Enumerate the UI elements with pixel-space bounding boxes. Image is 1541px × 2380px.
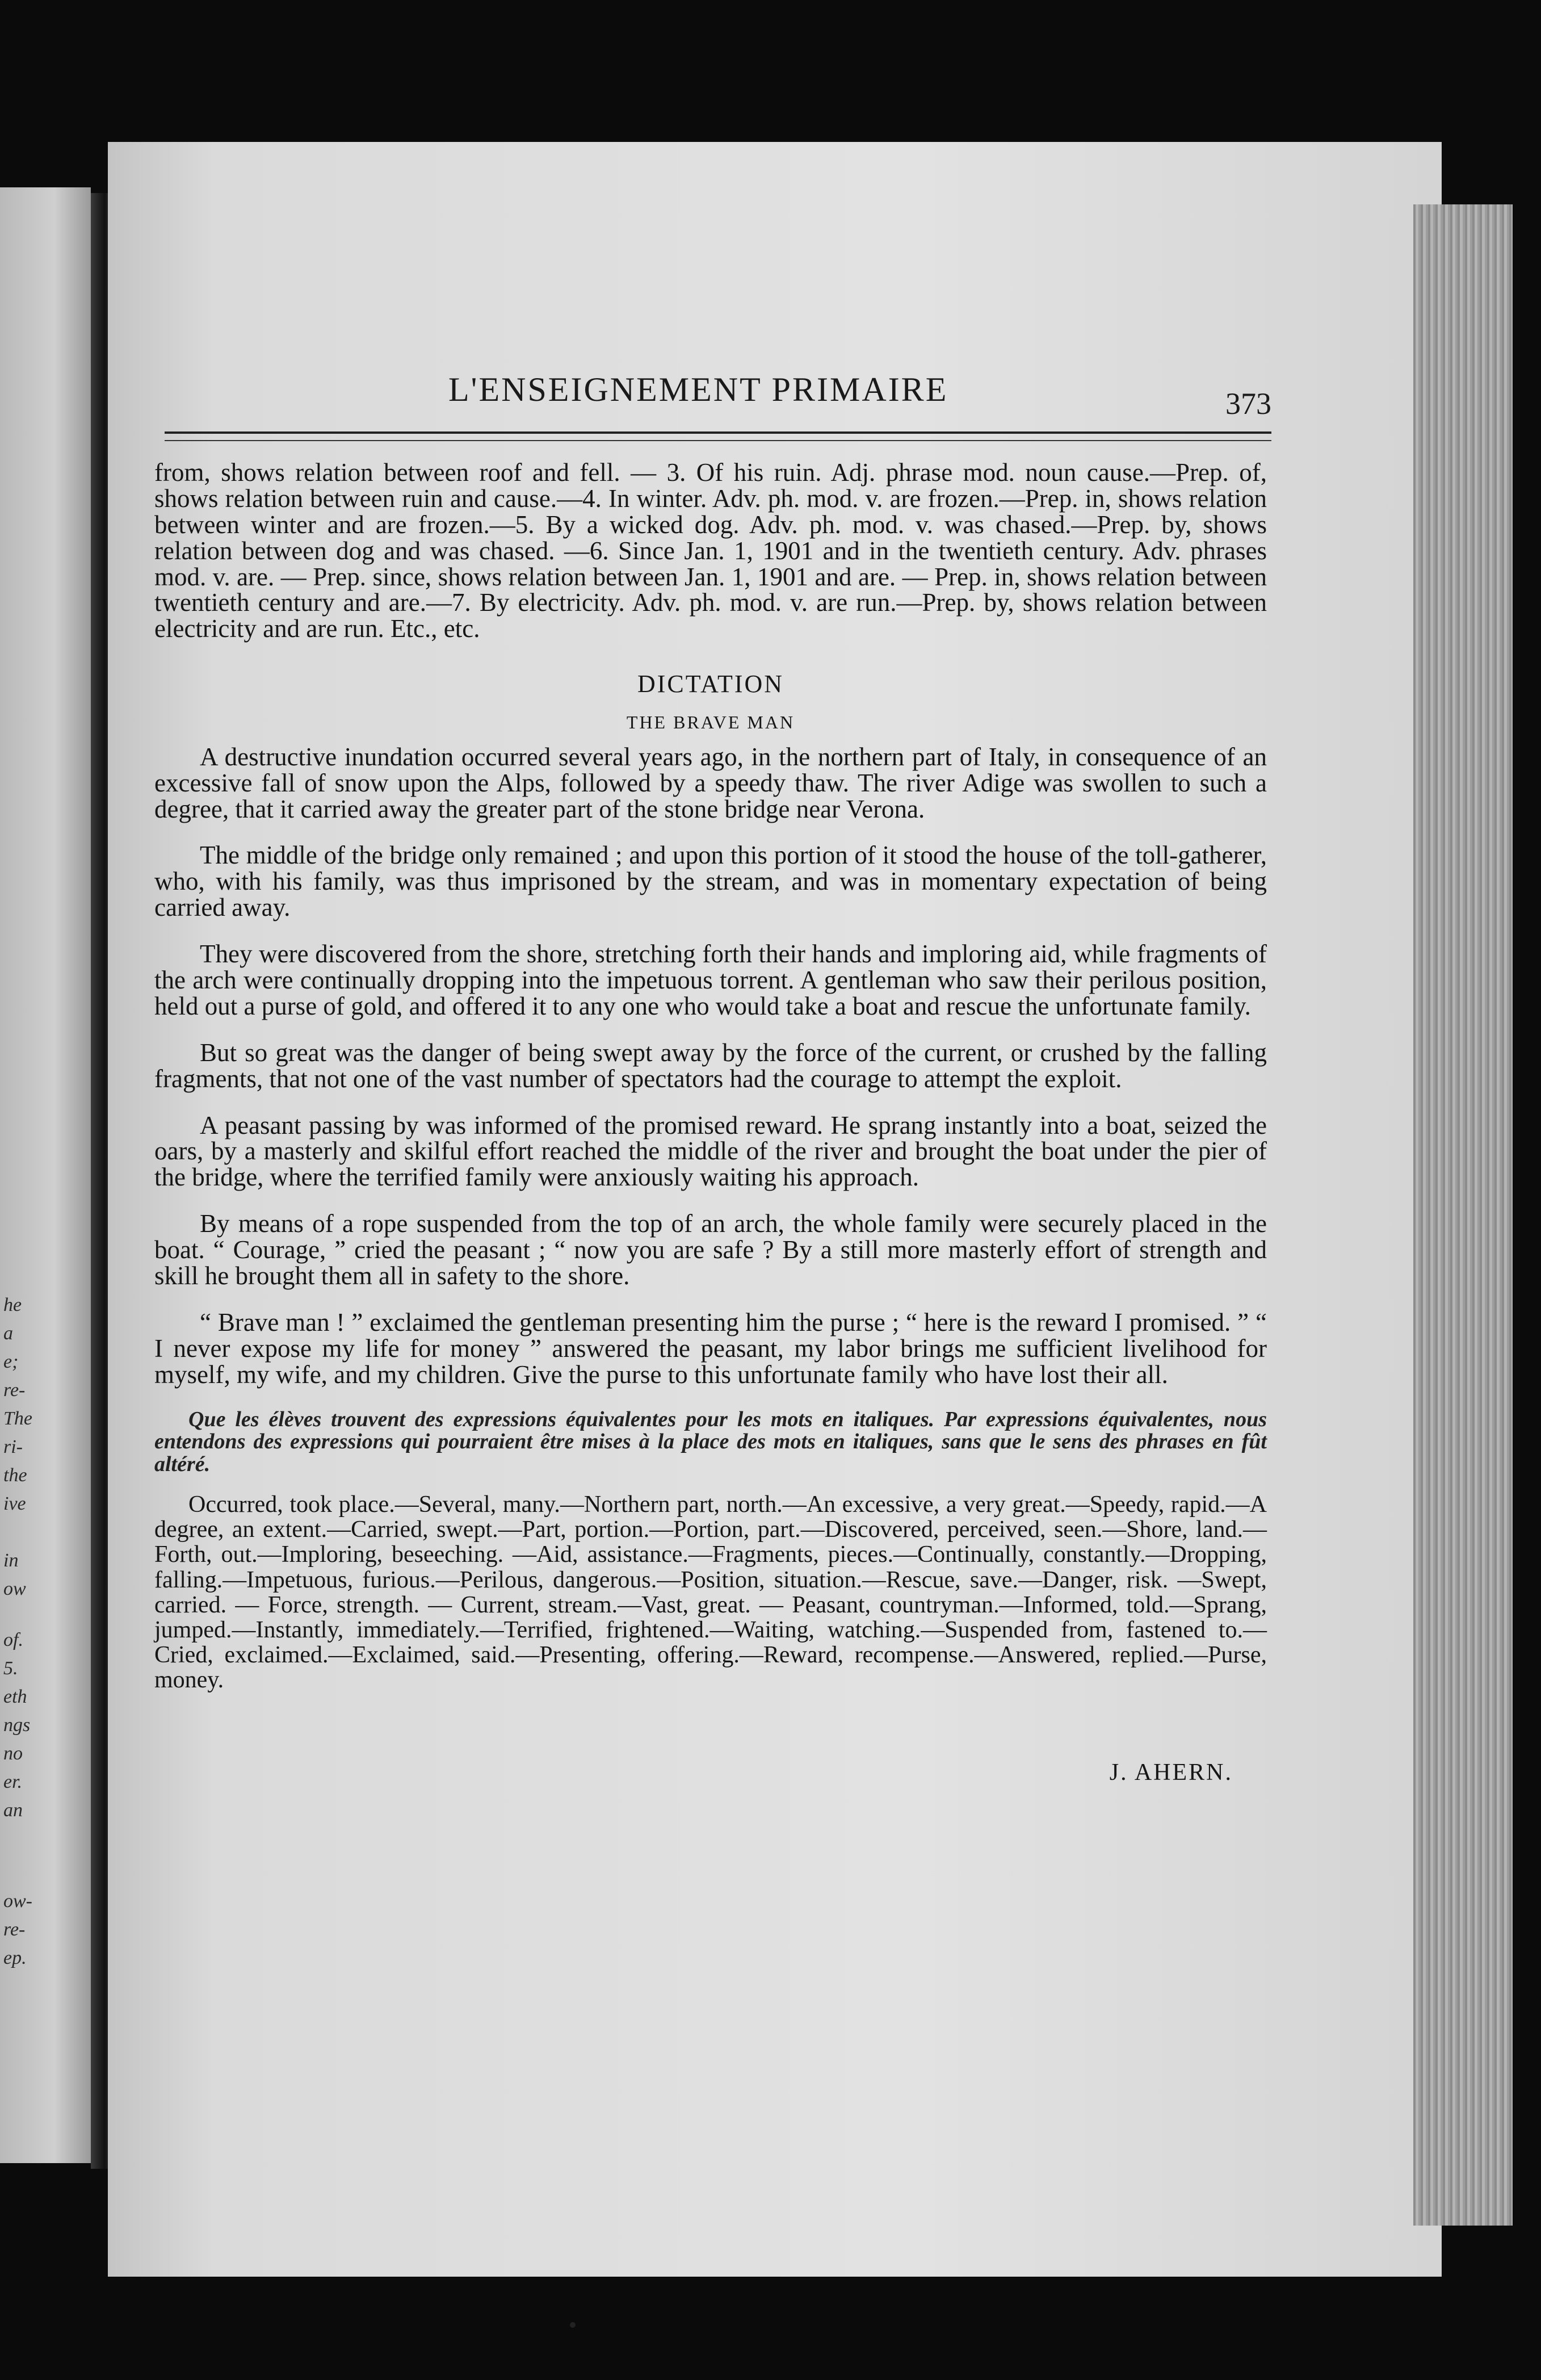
facing-page-fragment: ive <box>3 1493 26 1514</box>
facing-page-fragment: eth <box>3 1686 27 1707</box>
facing-page-fragment: the <box>3 1465 27 1486</box>
header-rule <box>165 431 1271 434</box>
facing-page-fragment: ngs <box>3 1715 31 1736</box>
facing-page-fragment: of. <box>3 1629 23 1650</box>
facing-page-fragment: an <box>3 1800 23 1821</box>
facing-page-fragment: 5. <box>3 1658 18 1679</box>
story-paragraph: “ Brave man ! ” exclaimed the gentleman presenting him the purse ; “ here is the reward I promised. ” “ I never expose my life for money ” answered the peasant, my labor brings me sufficient livelihood for myself, my wife, and my children. Give the purse to this unfortunate family who have lost their all. <box>154 1308 1267 1389</box>
page-edges <box>1413 204 1513 2226</box>
story-paragraph: A peasant passing by was informed of the promised reward. He sprang instantly into a boat, seized the oars, by a masterly and skilful effort reached the middle of the river and brought the boat under the pier of the bridge, where the terrified family were anxiously waiting his approach. <box>154 1111 1267 1192</box>
author-signature: J. AHERN. <box>1109 1759 1233 1786</box>
running-title: L'ENSEIGNEMENT PRIMAIRE <box>448 371 948 408</box>
facing-page-fragment: ri- <box>3 1436 23 1457</box>
page-header <box>165 358 1271 460</box>
page-number: 373 <box>1225 387 1271 421</box>
facing-page-fragment: er. <box>3 1771 23 1792</box>
facing-page-fragment: he <box>3 1294 22 1315</box>
facing-page-fragment: e; <box>3 1351 19 1372</box>
grammar-analysis: from, shows relation between roof and fell. — 3. Of his ruin. Adj. phrase mod. noun cause.—Prep. of, shows relation between ruin and cause.—4. In winter. Adv. ph. mod. v. are frozen.—Prep. in, shows relation between winter and are frozen.—5. By a wicked dog. Adv. ph. mod. v. was chased.—Prep. by, shows relation between dog and was chased. —6. Since Jan. 1, 1901 and in the twentieth century. Adv. phrases mod. v. are. — Prep. since, shows relation between Jan. 1, 1901 and are. — Prep. in, shows relation between twentieth century and are.—7. By electricity. Adv. ph. mod. v. are run.—Prep. by, shows relation between electricity and are run. Etc., etc. <box>154 458 1267 643</box>
story-paragraph: But so great was the danger of being swept away by the force of the current, or crushed by the falling fragments, that not one of the vast number of spectators had the courage to attempt the exploit. <box>154 1038 1267 1093</box>
facing-page-fragment: ow- <box>3 1891 32 1912</box>
facing-page-fragment: in <box>3 1550 19 1571</box>
exercise-instruction: Que les élèves trouvent des expressions équivalentes pour les mots en italiques. Par expressions équivalentes, nous entendons des expressions qui pourraient être mises à la place des mots en italiques, sans que le sens des phrases en fût altéré. <box>154 1407 1267 1477</box>
story-paragraph: They were discovered from the shore, stretching forth their hands and imploring aid, while fragments of the arch were continually dropping into the impetuous torrent. A gentleman who saw their perilous position, held out a purse of gold, and offered it to any one who would take a boat and rescue the unfortunate family. <box>154 940 1267 1020</box>
facing-page-fragment: re- <box>3 1919 26 1940</box>
facing-page-fragment: no <box>3 1743 23 1764</box>
facing-page-fragment: ep. <box>3 1947 27 1968</box>
story-title: THE BRAVE MAN <box>626 712 795 733</box>
facing-page-fragment: re- <box>3 1380 26 1401</box>
facing-page-fragment: ow <box>3 1578 26 1599</box>
equivalents-glossary: Occurred, took place.—Several, many.—Northern part, north.—An excessive, a very great.—Speedy, rapid.—A degree, an extent.—Carried, swept.—Part, portion.—Portion, part.—Discovered, perceived, seen.—Shore, land.—Forth, out.—Imploring, beseeching. —Aid, assistance.—Fragments, pieces.—Continually, constantly.—Dropping, falling.—Impetuous, furious.—Perilous, dangerous.—Position, situation.—Rescue, save.—Danger, risk. —Swept, carried. — Force, strength. — Current, stream.—Vast, great. — Peasant, countryman.—Informed, told.—Sprang, jumped.—Instantly, immediately.—Terrified, frightened.—Waiting, watching.—Suspended from, fastened to.—Cried, exclaimed.—Exclaimed, said.—Presenting, offering.—Reward, recompense.—Answered, replied.—Purse, money. <box>154 1491 1267 1693</box>
story-paragraph: The middle of the bridge only remained ; and upon this portion of it stood the house of the toll-gatherer, who, with his family, was thus imprisoned by the stream, and was in momentary expectation of being carried away. <box>154 841 1267 922</box>
section-heading: DICTATION <box>637 670 784 698</box>
header-rule-thin <box>165 440 1271 441</box>
page-body <box>154 460 1267 1785</box>
facing-page-edge <box>0 187 91 2163</box>
facing-page-fragment: The <box>3 1408 32 1429</box>
facing-page-fragment: a <box>3 1323 13 1344</box>
story-paragraph: A destructive inundation occurred several years ago, in the northern part of Italy, in consequence of an excessive fall of snow upon the Alps, followed by a speedy thaw. The river Adige was swollen to such a degree, that it carried away the greater part of the stone bridge near Verona. <box>154 742 1267 823</box>
story-paragraph: By means of a rope suspended from the top of an arch, the whole family were securely placed in the boat. “ Courage, ” cried the peasant ; “ now you are safe ? By a still more masterly effort of strength and skill he brought them all in safety to the shore. <box>154 1209 1267 1290</box>
page-speck <box>570 2322 576 2328</box>
